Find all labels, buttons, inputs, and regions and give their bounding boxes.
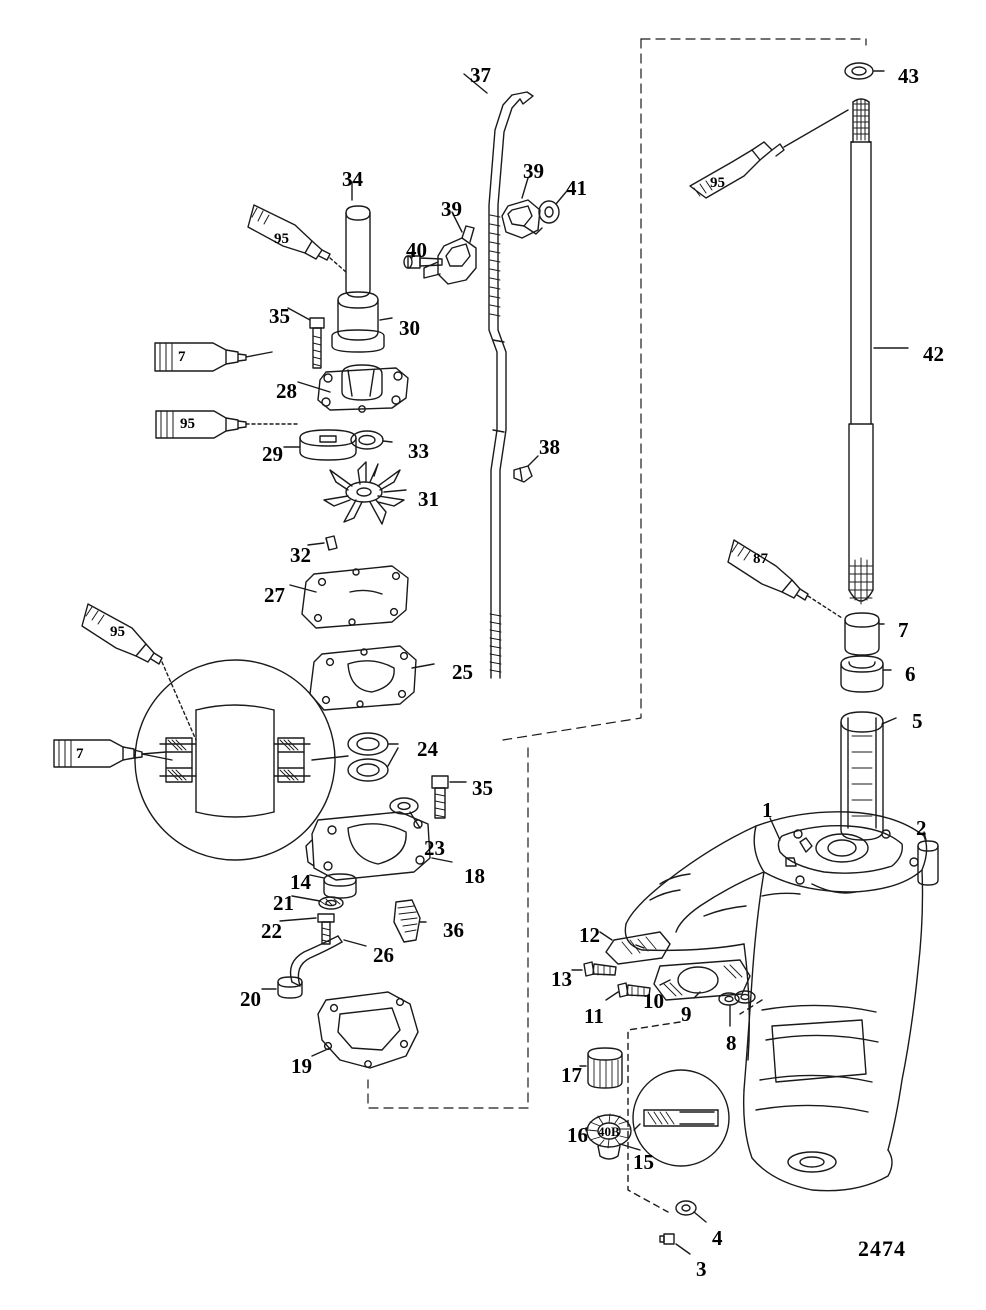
sheet-code: 2474 <box>858 1236 906 1261</box>
callout-14: 14 <box>290 870 311 894</box>
callout-32: 32 <box>290 543 311 567</box>
part-39b-shift-cam <box>424 226 476 284</box>
leader-3 <box>676 1244 690 1254</box>
leader-lube-95-upper <box>330 258 346 272</box>
part-14-bushing <box>324 874 356 898</box>
leader-21 <box>292 896 320 901</box>
part-23-washer <box>390 798 418 814</box>
callout-27: 27 <box>264 583 285 607</box>
callout-8: 8 <box>726 1031 737 1055</box>
leader-26 <box>344 940 366 946</box>
callout-35-upper: 35 <box>269 304 290 328</box>
callout-13: 13 <box>551 967 572 991</box>
leader-assembly-b <box>628 1022 680 1212</box>
part-21-washer <box>319 897 343 909</box>
detail-view-circle <box>135 660 335 860</box>
part-35a-bolt <box>310 318 324 368</box>
callout-15: 15 <box>633 1150 654 1174</box>
callout-1: 1 <box>762 798 773 822</box>
lube-label-95-upper: 95 <box>274 231 289 247</box>
callout-2: 2 <box>916 816 927 840</box>
part-43-oring <box>845 63 873 79</box>
lube-label-95-right: 95 <box>710 175 725 191</box>
part-17-needle-bearing <box>588 1048 622 1088</box>
leader-lube-7-detail <box>142 752 166 754</box>
leader-5 <box>882 718 896 724</box>
callout-37: 37 <box>470 63 491 87</box>
callout-21: 21 <box>273 891 294 915</box>
leader-31 <box>384 490 406 492</box>
leader-27 <box>290 585 316 592</box>
lube-tube-7-upper <box>155 343 246 371</box>
part-8-washers <box>719 991 755 1005</box>
callout-36: 36 <box>443 918 464 942</box>
lube-label-7-detail: 7 <box>76 746 84 762</box>
callout-18: 18 <box>464 864 485 888</box>
part-42-driveshaft <box>849 99 873 604</box>
callout-30: 30 <box>399 316 420 340</box>
leader-33 <box>383 441 392 442</box>
callout-19: 19 <box>291 1054 312 1078</box>
part-39a-shift-cam <box>502 200 542 238</box>
part-32-key <box>326 536 337 550</box>
leader-40b <box>634 1124 640 1130</box>
part-34-sleeve <box>346 206 370 297</box>
callout-10: 10 <box>643 989 664 1013</box>
callout-40: 40 <box>406 238 427 262</box>
lube-label-87: 87 <box>753 551 768 567</box>
leader-41 <box>556 192 566 204</box>
callout-42: 42 <box>923 342 944 366</box>
part-7-bushing <box>845 613 879 655</box>
leader-12 <box>600 932 612 940</box>
leader-lube-87 <box>808 596 842 618</box>
callout-24: 24 <box>417 737 438 761</box>
callout-43: 43 <box>898 64 919 88</box>
detail-label-40b: 40B <box>598 1124 620 1139</box>
callout-7-right: 7 <box>898 618 909 642</box>
leader-lube-95-detail <box>162 662 196 740</box>
callout-20: 20 <box>240 987 261 1011</box>
detail-connector <box>312 756 348 760</box>
lube-label-95-mid: 95 <box>180 416 195 432</box>
leader-11 <box>606 992 618 1000</box>
lube-tube-87 <box>728 540 808 600</box>
leader-24b <box>388 748 398 766</box>
part-25-gasket <box>310 646 416 710</box>
part-36-anode <box>394 900 420 942</box>
part-2-dowel <box>918 841 938 885</box>
leader-14 <box>310 875 324 878</box>
leader-19 <box>312 1048 330 1056</box>
callout-26: 26 <box>373 943 394 967</box>
callout-38: 38 <box>539 435 560 459</box>
callout-3: 3 <box>696 1257 707 1281</box>
part-27-gasket <box>302 566 408 628</box>
callout-39-upper: 39 <box>523 159 544 183</box>
callout-9: 9 <box>681 1002 692 1026</box>
callout-41: 41 <box>566 176 587 200</box>
callout-34: 34 <box>342 167 363 191</box>
part-4-washer <box>676 1201 696 1215</box>
leader-lube-7-upper <box>246 352 272 357</box>
callout-6: 6 <box>905 662 916 686</box>
callout-23: 23 <box>424 836 445 860</box>
callout-39-lower: 39 <box>441 197 462 221</box>
callout-29: 29 <box>262 442 283 466</box>
group-boundary-driveshaft <box>503 39 866 740</box>
part-31-impeller <box>324 462 404 524</box>
callout-12: 12 <box>579 923 600 947</box>
callout-28: 28 <box>276 379 297 403</box>
part-1-gear-housing <box>625 812 926 1191</box>
callout-11: 11 <box>584 1004 604 1028</box>
lube-tube-95-right <box>690 142 784 198</box>
lube-label-7-upper: 7 <box>178 349 186 365</box>
callout-16: 16 <box>567 1123 588 1147</box>
part-19-gasket <box>318 992 418 1068</box>
part-6-seal <box>841 656 883 692</box>
callout-25: 25 <box>452 660 473 684</box>
lube-label-95-detail: 95 <box>110 624 125 640</box>
leader-lube-95-right <box>784 110 848 147</box>
part-5-bearing-sleeve <box>841 712 883 840</box>
part-3-bolt <box>660 1234 674 1244</box>
callout-17: 17 <box>561 1063 582 1087</box>
leader-30 <box>380 318 392 320</box>
part-30-pump-base <box>332 292 384 352</box>
lube-tube-95-mid <box>156 411 246 438</box>
leader-4 <box>694 1212 706 1222</box>
leader-35a <box>288 308 310 320</box>
callout-35-lower: 35 <box>472 776 493 800</box>
part-13-screw <box>584 962 616 976</box>
callout-4: 4 <box>712 1226 723 1250</box>
part-38-retainer <box>514 466 532 482</box>
part-28-pump-housing <box>318 365 408 412</box>
callout-31: 31 <box>418 487 439 511</box>
leader-28 <box>298 382 330 392</box>
callout-33: 33 <box>408 439 429 463</box>
leader-lube-7-detail-b <box>142 754 172 760</box>
callout-5: 5 <box>912 709 923 733</box>
lube-tube-7-detail <box>54 740 142 767</box>
leader-22 <box>280 918 316 921</box>
callout-22: 22 <box>261 919 282 943</box>
lube-tube-95-upper <box>248 205 330 260</box>
leader-10 <box>660 980 670 985</box>
leader-38 <box>528 456 538 466</box>
part-24-oil-seals <box>348 733 388 781</box>
part-29-wear-plate <box>300 430 356 460</box>
part-18-bearing-carrier <box>306 812 430 880</box>
part-35b-bolt <box>432 776 448 818</box>
